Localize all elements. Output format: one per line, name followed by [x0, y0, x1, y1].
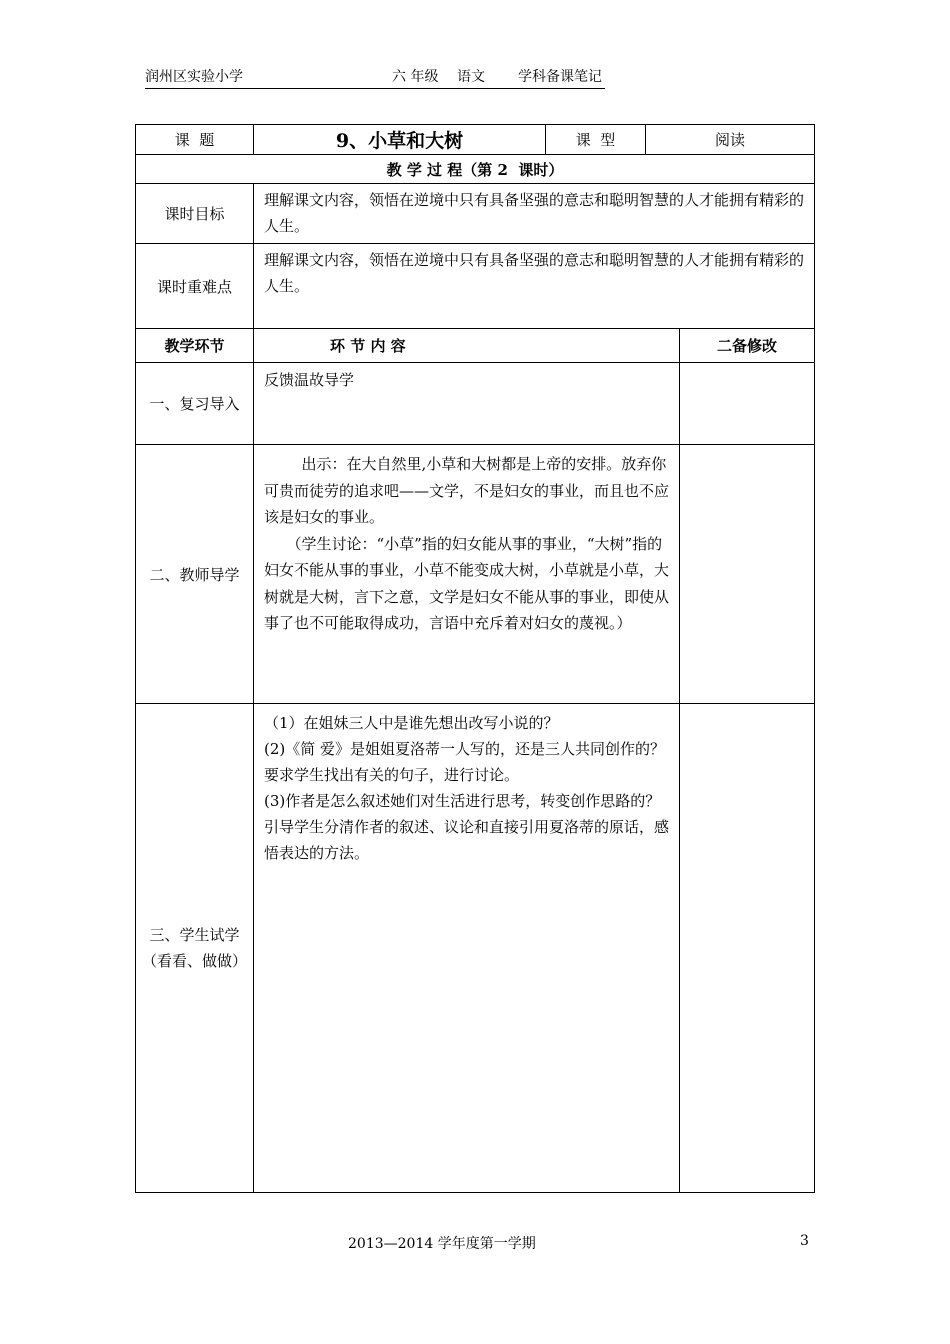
revision-header-cell	[679, 328, 815, 363]
topic-label-cell	[135, 124, 254, 155]
step2-paragraph-2: （学生讨论：“小草”指的妇女能从事的事业，“大树”指的妇女不能从事的事业，小草不能变成大树，小草就是小草，大树就是大树，言下之意，文学是妇女不能从事的事业，即使从事了也不可能取得成功，言语中充斥着对妇女的蔑视。）	[264, 534, 670, 632]
notes-title: 学科备课笔记	[518, 69, 602, 85]
step1-text: 反馈温故导学	[264, 371, 355, 389]
step3-question-3: (3)作者是怎么叙述她们对生活进行思考，转变创作思路的？引导学生分清作者的叙述、议论和直接引用夏洛蒂的原话，感悟表达的方法。	[264, 792, 670, 862]
school-name: 润州区实验小学	[145, 69, 243, 85]
step1-label: 一、复习导入	[149, 395, 240, 413]
goal-text: 理解课文内容，领悟在逆境中只有具备坚强的意志和聪明智慧的人才能拥有精彩的人生。	[264, 191, 805, 235]
goal-label: 课时目标	[164, 205, 225, 223]
step1-revision-cell	[679, 362, 815, 445]
goal-text-cell	[253, 183, 815, 244]
subject-label: 语文	[457, 69, 485, 85]
type-label: 课 型	[575, 131, 616, 149]
step3-content-cell	[253, 703, 680, 1193]
step3-question-2: (2)《简 爱》是姐姐夏洛蒂一人写的，还是三人共同创作的？要求学生找出有关的句子，进行讨论。	[264, 740, 666, 784]
goal-label-cell	[135, 183, 254, 244]
topic-label: 课 题	[174, 131, 215, 149]
key-text-cell	[253, 243, 815, 329]
footer-term: 2013—2014 学年度第一学期	[348, 1236, 536, 1252]
step2-label: 二、教师导学	[149, 565, 240, 584]
step3-revision-cell	[679, 703, 815, 1193]
step1-label-cell	[135, 362, 254, 445]
page-number: 3	[800, 1233, 809, 1249]
content-header-cell	[253, 328, 680, 363]
step3-question-1: （1）在姐妹三人中是谁先想出改写小说的？	[264, 714, 559, 732]
type-value: 阅读	[714, 131, 745, 149]
type-value-cell	[645, 124, 815, 155]
process-title: 教 学 过 程（第 2 课时）	[386, 160, 564, 179]
step2-content-cell	[253, 444, 680, 704]
stage-header: 教学环节	[164, 337, 225, 355]
topic-value-cell	[253, 124, 546, 155]
stage-header-cell	[135, 328, 254, 363]
step2-label-cell	[135, 444, 254, 704]
step3-sublabel: （看看、做做）	[141, 952, 247, 970]
content-header: 环 节 内 容	[330, 337, 406, 355]
key-text: 理解课文内容，领悟在逆境中只有具备坚强的意志和聪明智慧的人才能拥有精彩的人生。	[264, 251, 805, 295]
grade-label: 六 年级	[392, 69, 439, 85]
process-title-cell	[135, 154, 815, 184]
step1-content-cell	[253, 362, 680, 445]
revision-header: 二备修改	[716, 337, 777, 355]
key-label-cell	[135, 243, 254, 329]
step2-revision-cell	[679, 444, 815, 704]
page-header	[145, 66, 605, 89]
key-label: 课时重难点	[156, 277, 232, 296]
lesson-title: 9、小草和大树	[335, 130, 464, 152]
step2-paragraph-1: 出示：在大自然里,小草和大树都是上帝的安排。放弃你可贵而徒劳的追求吧——文学，不是妇女的事业，而且也不应该是妇女的事业。	[264, 455, 670, 526]
step3-label: 三、学生试学	[149, 926, 240, 944]
type-label-cell	[545, 124, 646, 155]
step3-label-cell	[135, 703, 254, 1193]
